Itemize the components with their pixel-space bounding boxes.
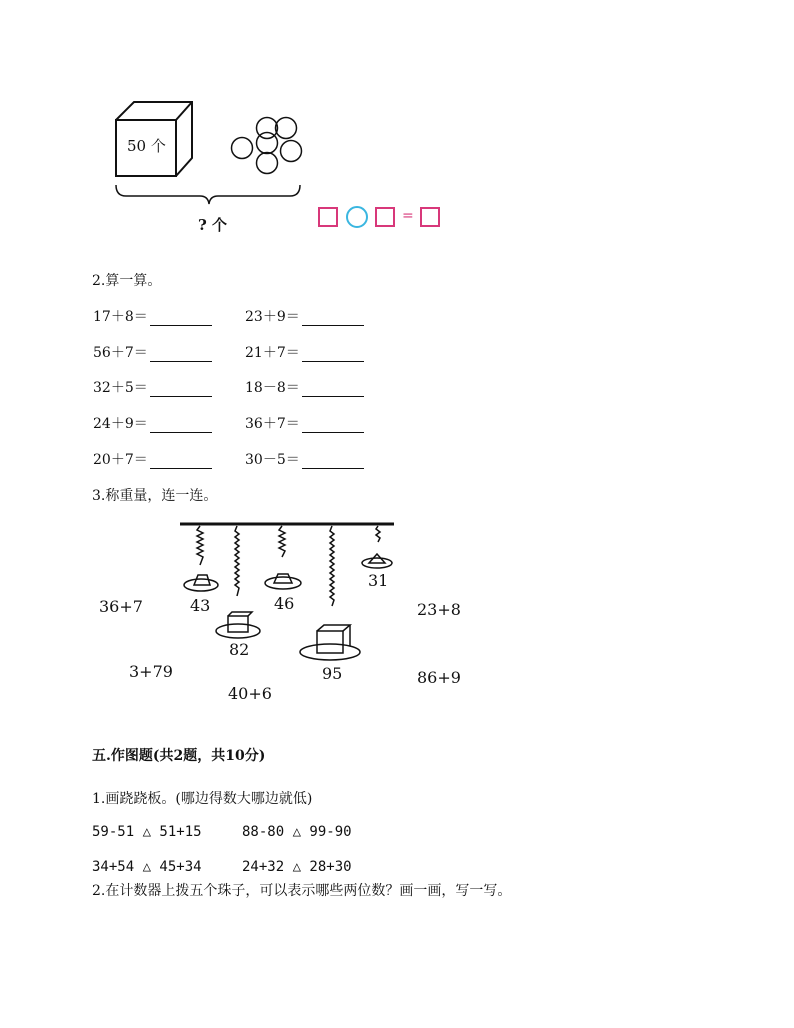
spring-82 xyxy=(235,526,239,596)
calc-right: 30－5＝ xyxy=(245,452,300,468)
answer-box-2[interactable] xyxy=(375,207,395,227)
calc-left: 17＋8＝ xyxy=(93,309,148,325)
answer-box-1[interactable] xyxy=(318,207,338,227)
spring-31 xyxy=(376,526,380,542)
compare-item: 59-51 △ 51+15 xyxy=(92,824,202,840)
expression[interactable]: 36+7 xyxy=(99,597,143,616)
weight-label: 95 xyxy=(322,664,343,683)
expression[interactable]: 23+8 xyxy=(417,600,461,619)
weight-label: 43 xyxy=(190,596,211,615)
calc-right: 23＋9＝ xyxy=(245,309,300,325)
answer-blank[interactable] xyxy=(150,454,212,469)
answer-blank[interactable] xyxy=(150,382,212,397)
spring-46 xyxy=(279,526,285,557)
answer-box-result[interactable] xyxy=(420,207,440,227)
calc-right: 36＋7＝ xyxy=(245,416,300,432)
expression[interactable]: 3+79 xyxy=(129,662,173,681)
circles-group xyxy=(232,118,302,174)
calc-row xyxy=(245,342,364,362)
q2-title: 2.算一算。 xyxy=(92,273,162,289)
calc-left: 20＋7＝ xyxy=(93,452,148,468)
equals-sign: = xyxy=(402,208,414,224)
weight-label: 46 xyxy=(274,594,295,613)
calc-right: 18－8＝ xyxy=(245,380,300,396)
pan-82 xyxy=(216,624,260,638)
calc-row xyxy=(93,342,212,362)
pan-95 xyxy=(300,644,360,660)
q5-1-title: 1.画跷跷板。(哪边得数大哪边就低) xyxy=(92,791,313,807)
answer-blank[interactable] xyxy=(302,382,364,397)
expression[interactable]: 40+6 xyxy=(228,684,272,703)
calc-row xyxy=(93,413,212,433)
q3-title: 3.称重量，连一连。 xyxy=(92,488,218,504)
compare-item: 88-80 △ 99-90 xyxy=(242,824,352,840)
calc-row xyxy=(93,377,212,397)
q5-2-title: 2.在计数器上拨五个珠子，可以表示哪些两位数？画一画，写一写。 xyxy=(92,883,512,899)
scales-figure xyxy=(170,518,400,668)
calc-right: 21＋7＝ xyxy=(245,345,300,361)
answer-blank[interactable] xyxy=(302,311,364,326)
compare-item: 24+32 △ 28+30 xyxy=(242,859,352,875)
calc-left: 24＋9＝ xyxy=(93,416,148,432)
cube-label: 50 个 xyxy=(127,137,166,155)
compare-item: 34+54 △ 45+34 xyxy=(92,859,202,875)
calc-row xyxy=(93,306,212,326)
calc-row xyxy=(245,377,364,397)
calc-left: 56＋7＝ xyxy=(93,345,148,361)
section-heading: 五.作图题(共2题，共10分) xyxy=(92,748,266,764)
answer-blank[interactable] xyxy=(302,454,364,469)
calc-left: 32＋5＝ xyxy=(93,380,148,396)
weight-label: 31 xyxy=(368,571,389,590)
answer-blank[interactable] xyxy=(150,311,212,326)
spring-95 xyxy=(330,526,334,606)
answer-blank[interactable] xyxy=(302,347,364,362)
answer-blank[interactable] xyxy=(302,418,364,433)
brace xyxy=(116,185,300,204)
weight-label: 82 xyxy=(229,640,250,659)
calc-row xyxy=(245,413,364,433)
expression[interactable]: 86+9 xyxy=(417,668,461,687)
answer-blank[interactable] xyxy=(150,347,212,362)
operator-circle[interactable] xyxy=(346,206,368,228)
calc-row xyxy=(245,449,364,469)
calc-row xyxy=(245,306,364,326)
spring-43 xyxy=(197,526,203,565)
answer-blank[interactable] xyxy=(150,418,212,433)
calc-row xyxy=(93,449,212,469)
total-label: ? 个 xyxy=(198,216,228,234)
